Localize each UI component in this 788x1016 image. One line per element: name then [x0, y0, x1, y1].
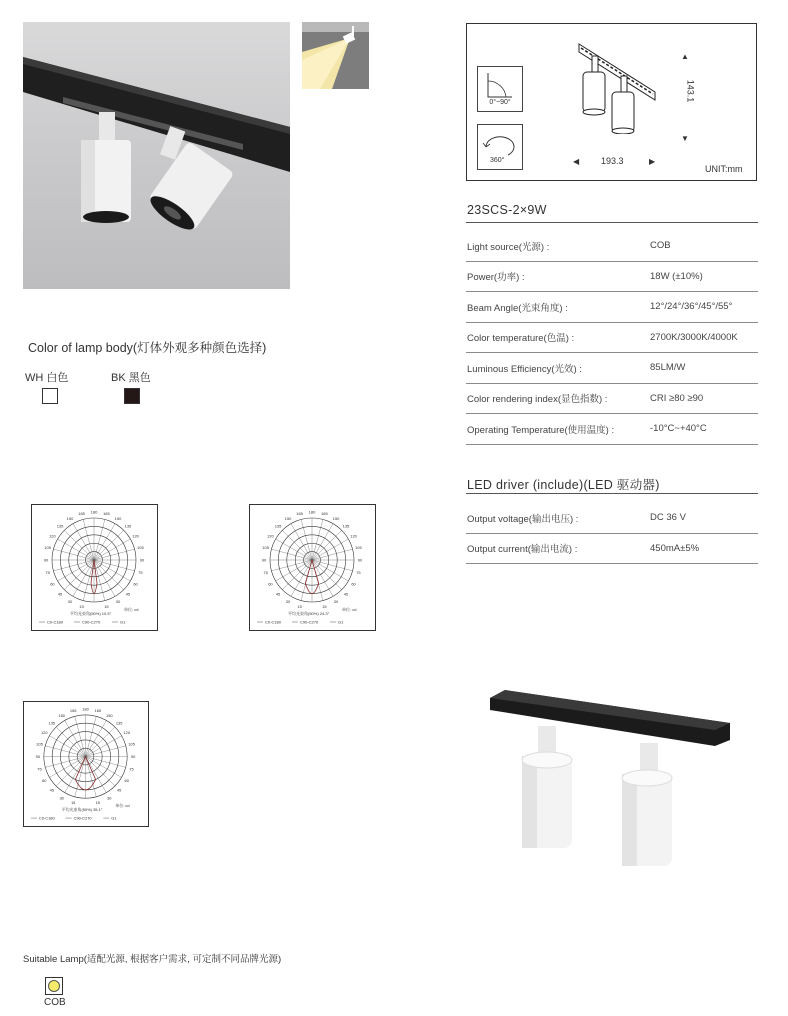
polar-angle-label: 15 [95, 800, 101, 806]
polar-note: 平均光束角(50%) 24.3° [288, 611, 330, 616]
color-option-black-label: BK 黑色 [111, 372, 151, 384]
polar-angle-label: 135 [274, 523, 282, 529]
polar-angle-label: 15 [70, 800, 76, 806]
polar-spoke [282, 530, 312, 560]
polar-angle-label: 180 [82, 706, 89, 712]
driver-value: DC 36 V [650, 512, 686, 524]
polar-angle-label: 165 [321, 511, 328, 517]
polar-angle-label: 150 [58, 712, 66, 718]
color-swatch-black[interactable] [124, 388, 140, 404]
polar-angle-label: 60 [124, 777, 129, 783]
polar-angle-label: 135 [56, 523, 64, 529]
polar-angle-label: 30 [59, 795, 64, 801]
polar-angle-label: 150 [66, 515, 74, 521]
polar-angle-label: 105 [44, 545, 51, 551]
polar-angle-label: 120 [123, 730, 131, 736]
polar-angle-label: 75 [129, 766, 134, 772]
polar-chart-2 [249, 504, 376, 631]
polar-angle-label: 120 [132, 533, 139, 539]
spec-label: Power(功率) : [467, 272, 525, 284]
polar-angle-label: 165 [69, 708, 77, 714]
polar-legend-label: G1 [338, 619, 344, 625]
suitable-lamp-title: Suitable Lamp(适配光源, 根据客户需求, 可定制不同品牌光源) [23, 954, 282, 965]
spec-row [466, 414, 758, 445]
product-render-illustration [480, 688, 740, 873]
polar-angle-label: 45 [343, 591, 349, 597]
spec-label: Luminous Efficiency(光效) : [467, 363, 582, 375]
polar-angle-label: 60 [268, 581, 273, 587]
track-light-photo-illustration [23, 22, 290, 289]
polar-angle-label: 75 [263, 569, 268, 575]
polar-angle-label: 15 [79, 603, 84, 609]
model-title: 23SCS-2×9W [467, 203, 547, 217]
polar-spoke [56, 727, 85, 756]
polar-legend-label: G1 [120, 619, 126, 625]
driver-value: 450mA±5% [650, 542, 700, 554]
beam-thumbnail-illustration [302, 22, 369, 89]
polar-legend-label: C0-C180 [265, 619, 282, 625]
polar-angle-label: 165 [103, 511, 110, 517]
polar-angle-label: 45 [116, 787, 122, 793]
product-photo [23, 22, 290, 289]
polar-angle-label: 45 [275, 591, 281, 597]
spec-value: 2700K/3000K/4000K [650, 331, 738, 343]
polar-angle-label: 90 [357, 557, 363, 563]
polar-angle-label: 90 [139, 557, 145, 563]
polar-angle-label: 60 [50, 581, 55, 587]
spec-label: Light source(光源) : [467, 241, 550, 253]
polar-spoke [312, 530, 342, 560]
polar-chart-3 [23, 701, 149, 827]
polar-legend-label: G1 [111, 815, 117, 821]
color-swatch-white[interactable] [42, 388, 58, 404]
height-dimension: 143.1 [685, 79, 696, 103]
polar-angle-label: 135 [124, 523, 132, 529]
polar-unit: 单位: cd [124, 607, 139, 612]
polar-angle-label: 75 [138, 569, 143, 575]
polar-note: 平均光束角(50%) 10.5° [70, 611, 112, 616]
polar-angle-label: 165 [296, 511, 303, 517]
driver-label: Output current(输出电流) : [467, 544, 578, 556]
spec-row [466, 262, 758, 293]
polar-angle-label: 165 [94, 708, 102, 714]
polar-angle-label: 45 [49, 787, 55, 793]
polar-angle-label: 135 [342, 523, 350, 529]
beam-thumbnail [302, 22, 369, 89]
polar-legend-label: C90-C270 [82, 619, 101, 625]
polar-angle-label: 75 [45, 569, 50, 575]
color-option-white-label: WH 白色 [25, 372, 69, 384]
polar-legend-label: C0-C180 [47, 619, 64, 625]
width-arrow-left-icon: ◀ [573, 157, 580, 166]
spec-label: Beam Angle(光束角度) : [467, 302, 568, 314]
color-section-title: Color of lamp body(灯体外观多种颜色选择) [28, 341, 267, 355]
polar-angle-label: 150 [114, 515, 122, 521]
polar-spoke [94, 560, 124, 590]
polar-spoke [86, 757, 115, 786]
dimension-drawing [466, 23, 757, 181]
polar-angle-label: 60 [42, 777, 47, 783]
polar-angle-label: 105 [36, 741, 43, 747]
spec-table [466, 231, 758, 445]
polar-chart-3-svg [24, 702, 148, 826]
rotate-angle-box [477, 124, 523, 170]
polar-angle-label: 120 [40, 730, 48, 736]
polar-angle-label: 15 [322, 603, 327, 609]
polar-angle-label: 90 [130, 754, 136, 760]
polar-legend-label: C90-C270 [73, 815, 92, 821]
polar-angle-label: 150 [332, 515, 340, 521]
spec-label: Color temperature(色温) : [467, 333, 575, 345]
polar-angle-label: 120 [267, 533, 274, 539]
polar-chart-2-svg [250, 505, 375, 630]
polar-angle-label: 30 [67, 599, 73, 605]
spec-label: Operating Temperature(使用温度) : [467, 424, 615, 436]
polar-unit: 单位: cd [342, 607, 357, 612]
driver-label: Output voltage(输出电压) : [467, 513, 579, 525]
polar-angle-label: 30 [115, 599, 121, 605]
polar-angle-label: 60 [351, 581, 356, 587]
polar-spoke [94, 530, 124, 560]
polar-angle-label: 45 [125, 591, 131, 597]
polar-angle-label: 150 [106, 712, 113, 718]
polar-angle-label: 105 [128, 741, 135, 747]
polar-angle-label: 105 [355, 545, 362, 551]
polar-angle-label: 150 [284, 515, 292, 521]
polar-angle-label: 75 [37, 766, 42, 772]
polar-note: 平均光束角(50%) 35.1° [61, 807, 103, 813]
polar-spoke [64, 560, 94, 590]
polar-legend-label: C0-C180 [38, 815, 55, 821]
polar-angle-label: 60 [133, 581, 138, 587]
polar-angle-label: 15 [104, 603, 109, 609]
tilt-angle-label: 0°~90° [489, 99, 511, 106]
spec-value: 18W (±10%) [650, 270, 703, 282]
polar-spoke [56, 757, 85, 786]
polar-angle-label: 15 [297, 603, 302, 609]
height-arrow-top-icon: ▲ [681, 52, 689, 61]
polar-angle-label: 180 [308, 509, 316, 515]
cob-lamp-icon [48, 980, 60, 992]
unit-label: UNIT:mm [705, 164, 743, 174]
spec-row [466, 384, 758, 415]
polar-angle-label: 135 [115, 720, 123, 726]
driver-row [466, 534, 758, 565]
spec-row [466, 353, 758, 384]
polar-angle-label: 75 [356, 569, 361, 575]
spec-row [466, 323, 758, 354]
width-dimension: 193.3 [601, 156, 624, 166]
polar-angle-label: 90 [261, 557, 267, 563]
cob-lamp-box [45, 977, 63, 995]
model-divider [466, 222, 758, 223]
polar-angle-label: 120 [350, 533, 357, 539]
polar-spoke [64, 530, 94, 560]
spec-label: Color rendering index(显色指数) : [467, 394, 608, 406]
height-arrow-bottom-icon: ▼ [681, 134, 689, 143]
polar-chart-1-svg [32, 505, 157, 630]
fixture-line-drawing [567, 34, 667, 134]
polar-angle-label: 30 [285, 599, 291, 605]
width-arrow-right-icon: ▶ [649, 157, 656, 166]
polar-spoke [86, 727, 115, 756]
polar-legend-label: C90-C270 [300, 619, 319, 625]
polar-angle-label: 45 [57, 591, 63, 597]
tilt-angle-box [477, 66, 523, 112]
polar-angle-label: 180 [90, 509, 98, 515]
polar-angle-label: 90 [43, 557, 49, 563]
spec-value: 12°/24°/36°/45°/55° [650, 301, 733, 313]
spec-value: -10°C~+40°C [650, 423, 707, 435]
spec-value: 85LM/W [650, 362, 686, 374]
cob-lamp-label: COB [44, 997, 66, 1008]
rotate-angle-label: 360° [490, 157, 505, 164]
polar-angle-label: 30 [107, 795, 112, 801]
polar-angle-label: 120 [49, 533, 56, 539]
driver-divider [466, 493, 758, 494]
spec-value: COB [650, 240, 671, 252]
polar-chart-1 [31, 504, 158, 631]
product-render [480, 688, 740, 873]
spec-row [466, 292, 758, 323]
polar-angle-label: 90 [35, 754, 41, 760]
spec-row [466, 231, 758, 262]
polar-angle-label: 165 [78, 511, 85, 517]
polar-angle-label: 30 [333, 599, 339, 605]
polar-angle-label: 105 [262, 545, 269, 551]
spec-value: CRI ≥80 ≥90 [650, 392, 704, 404]
driver-table [466, 503, 758, 564]
polar-angle-label: 135 [48, 720, 56, 726]
polar-unit: 单位: cd [115, 803, 130, 809]
driver-title: LED driver (include)(LED 驱动器) [467, 478, 660, 492]
driver-row [466, 503, 758, 534]
polar-angle-label: 105 [137, 545, 144, 551]
